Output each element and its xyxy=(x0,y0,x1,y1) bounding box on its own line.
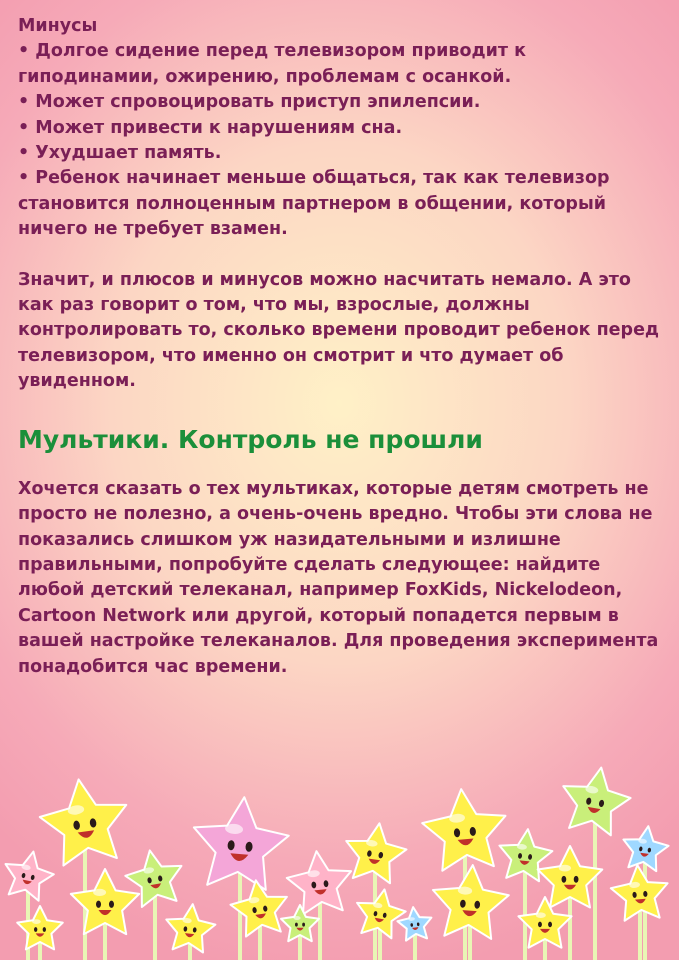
star-flowers-decoration xyxy=(0,765,679,960)
star-flower-icon xyxy=(281,905,319,941)
conclusion-paragraph: Значит, и плюсов и минусов можно насчитать немало. А это как раз говорит о том, что мы, взрослые, должны контролировать то, сколько времени проводит ребенок перед телевизором, что именно он смотрит и что думает об увиденном. xyxy=(18,269,660,392)
star-flower-icon xyxy=(17,906,63,949)
minus-item: • Ухудшает память. xyxy=(18,141,666,166)
minus-item: • Долгое сидение перед телевизором приводит к гиподинамии, ожирению, проблемам с осанкой. xyxy=(18,39,666,90)
document-body xyxy=(18,14,666,680)
minuses-title: Минусы xyxy=(18,16,98,36)
minus-item: • Ребенок начинает меньше общаться, так как телевизор становится полноценным партнером в общении, который ничего не требует взамен. xyxy=(18,166,666,242)
section-title: Мультики. Контроль не прошли xyxy=(18,424,483,454)
minuses-list xyxy=(18,39,666,242)
minus-item: • Может привести к нарушениям сна. xyxy=(18,116,666,141)
minus-item: • Может спровоцировать приступ эпилепсии. xyxy=(18,90,666,115)
section-paragraph: Хочется сказать о тех мультиках, которые детям смотреть не просто не полезно, а очень-очень вредно. Чтобы эти слова не показались слишком уж назидательными и излишне правильными, попробуйте сделать следующее: найдите любой детский телеканал, например FoxKids, Nickelodeon, Cartoon Network или другой, который попадется первым в вашей настройке телеканалов. Для проведения эксперимента понадобится час времени. xyxy=(18,478,659,677)
